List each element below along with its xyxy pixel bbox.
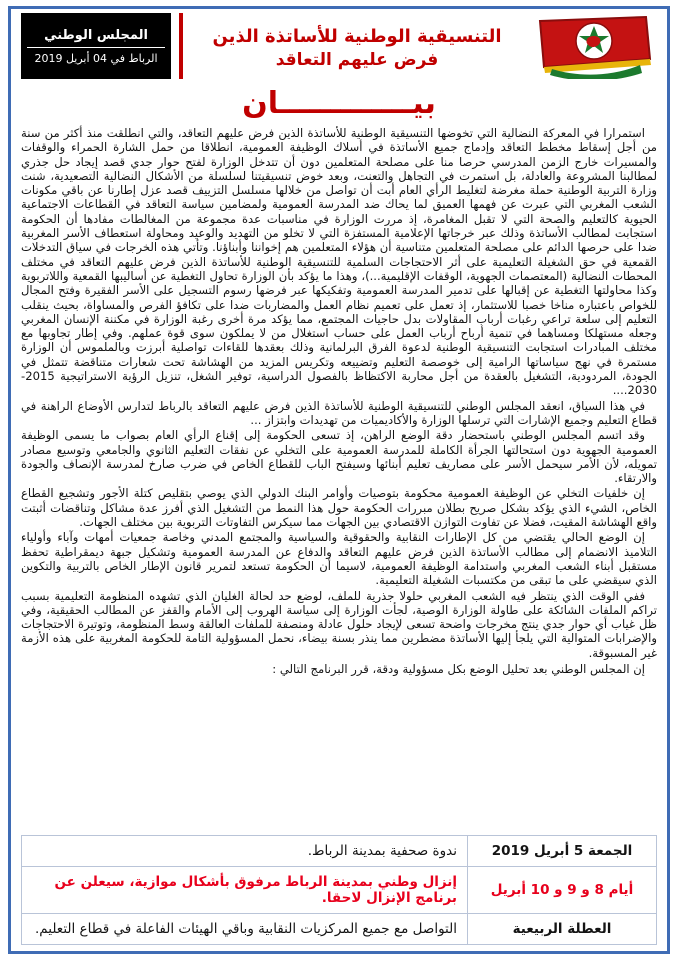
council-box — [21, 13, 171, 79]
organization-title-line2: فرض عليهم التعاقد — [275, 50, 439, 71]
document-header — [21, 13, 657, 79]
program-row — [22, 867, 657, 914]
body-paragraph: إن خلفيات التخلي عن الوظيفة العمومية محكومة بتوصيات وأوامر البنك الدولي الذي يوصي بتقليص كتلة الأجور وتشجيع القطاع الخاص، الشيء الذي يؤكد بشكل صريح بطلان مبررات الحكومة حول هذا النمط من التشغيل الذي أفرز عدة مشاكل وتناقضات أثبتت واقع الهشاشة المقيت، فضلا عن تفاوت التوازن الاقتصادي بين الجهات مما سيكرس التفاوتات التربوية بين مختلف الجهات. — [21, 486, 657, 530]
council-name: المجلس الوطني — [44, 27, 148, 43]
council-date: الرباط في 04 أبريل 2019 — [34, 51, 158, 65]
program-row — [22, 836, 657, 867]
program-event-cell: ندوة صحفية بمدينة الرباط. — [22, 836, 468, 867]
program-event-cell: التواصل مع جميع المركزيات النقابية وباقي الهيئات الفاعلة في قطاع التعليم. — [22, 914, 468, 945]
organization-title-line1: التنسيقية الوطنية للأساتذة الذين — [212, 25, 502, 47]
body-paragraph: إن الوضع الحالي يقتضي من كل الإطارات النقابية والحقوقية والسياسية والمجتمع المدني وخاصة جمعيات أمهات وآباء وأولياء التلاميذ الانضمام إلى مطالب الأساتذة الذين فرض عليهم التعاقد والدفاع عن المدرسة العمومية وتشكيل جبهة ديمقراطية تحفظ مستقبل أبناء الشعب المغربي واستدامة الوظيفة العمومية، لاسيما أن الحكومة تستعد لتمرير قانون الإطار الخاص بالتربية والتكوين الذي سيقضي على ما تبقى من مكتسبات الشغيلة التعليمية. — [21, 530, 657, 588]
emblem-icon — [532, 15, 654, 79]
organization-logo — [529, 13, 657, 79]
body-paragraph: في هذا السياق، انعقد المجلس الوطني للتنسيقية الوطنية للأساتذة الذين فرض عليهم التعاقد بالرباط لتدارس الأوضاع الراهنة في قطاع التعليم وجميع الإشارات التي ترسلها الوزارة والأكاديميات من تهديدات وابتزاز ... — [21, 398, 657, 427]
body-paragraph: ففي الوقت الذي ينتظر فيه الشعب المغربي حلولا جذرية للملف، لوضع حد لحالة الغليان الذي تشهده المنظومة التعليمية بسبب تراكم الملفات الشائكة على طاولة الوزارة الوصية، لجأت الوزارة إلى سياسة الهروب إلى الأمام والقفز عن المطالب الحقيقية، وفي ظل غياب أي حوار جدي ينتج مخرجات واضحة تسعى لإيجاد حلول عادلة ومنصفة للملفات العالقة وسط المنظومة، وتوتيرة الاحتجاجات والإضرابات المتوالية التي يلجأ إليها الأساتذة مضطرين مما ينذر بسنة بيضاء، نحمل المسؤولية التامة للحكومة المغربية على هذه الأزمة غير المسبوقة. — [21, 588, 657, 660]
statement-title: بيـــــــــــــان — [242, 86, 436, 121]
program-event-cell: إنزال وطني بمدينة الرباط مرفوق بأشكال موازية، سيعلن عن برنامج الإنزال لاحقا. — [22, 867, 468, 914]
blue-page-frame — [8, 6, 670, 954]
body-paragraph: استمرارا في المعركة النضالية التي تخوضها التنسيقية الوطنية للأساتذة الذين فرض عليهم التعاقد، والتي انطلقت منذ أكثر من سنة من أجل إسقاط مخطط التعاقد وإدماج جميع الأساتذة في أسلاك الوظيفة العمومية، انطلاقا من حمل الشارة الحمراء والوقفات والمسيرات خارج الزمن المدرسي حرصا منا على مصلحة المتعلمين دون أن تتدخل الوزارة لفتح حوار جدي قصد إيجاد حل جذري لمطالبنا المشروعة والعادلة، بل استمرت في التجاهل والتعنت، وبعد خوض تنسيقيتنا لسلسلة من الأشكال النضالية التصعيدية، شنت وزارة التربية الوطنية حملة مغرضة لتغليط الرأي العام أبت أن تواصل من خلالها مسلسل التزييف قصد عزل إطارنا عن باقي مكونات الشعب المغربي التي عبرت عن فهمها العميق لما يحاك ضد المدرسة العمومية ولمضامين سياسة التعاقد في القطاعات الاجتماعية الحيوية كالتعليم والصحة التي لا تقبل المغامرة، إذ مررت الوزارة في مناسبات عدة مجموعة من المغالطات مفادها أن الحكومة استجابت لمطالب الأساتذة وذلك عبر خرجاتها الإعلامية المستفزة التي لا تخلو من التهديد والوعيد ومحاولة استعطاف الأسر المغربية ضدا على حرصها الدائم على مصلحة المتعلمين متناسية أن هؤلاء المتعلمين هم إخواننا وأبناؤنا. وتأتي هذه الخرجات في سياق التدخلات القمعية في حق الشغيلة التعليمية على أثر الاحتجاجات السلمية للتنسيقية الوطنية للأساتذة الذين فرض عليهم التعاقد في مختلف المحطات النضالية (المعتصمات الجهوية، الوقفات الإقليمية...)، وهذا ما يؤكد بأن الوزارة تحاول التغطية عن أساليبها القمعية واللاتربوية وكذا محاولتها التغطية عن إقبالها على تدمير المدرسة العمومية وتفكيكها عبر فرضها رسوم التسجيل على الأسر الفقيرة وفتح المجال للخواص باعتباره مناخا خصبا للاستثمار، إذ تعمل على تعميم نظام العمل والمضاربات ضدا على تكافؤ الفرص والمساواة، بحيث ينقلب التعليم إلى سلعة تراعي رغبات أرباب المقاولات بدل حاجيات المجتمع، مما يؤكد مرة أخرى رغبة الوزارة في مكننة الإنسان المغربي وجعله مستهلكا ومساهما في تنمية أرباح أرباب العمل على حساب استغلال من لا يملكون سوى قوة عملهم. وفي إطار تجاوبها مع مختلف المبادرات استجابت التنسيقية الوطنية لدعوة الفرق البرلمانية وذلك بعقدها للقاءات تواصلية أبرزت وبالملموس أن الوزارة مستمرة في نهج سياساتها الرامية إلى خوصصة التعليم وتضييعه وتكريس المزيد من الهشاشة تحت شعارات متناقضة تتمثل في الجودة، المردودية، التشغيل بالعقدة من أجل محاربة الاكتظاظ بالفصول الدراسية، توفير الشغل، تنزيل الرؤية الاستراتيجية 2015-2030.... — [21, 126, 657, 398]
body-paragraph: وقد اتسم المجلس الوطني باستحضار دقة الوضع الراهن، إذ تسعى الحكومة إلى إقناع الرأي العام بصواب ما يسمى الوظيفة العمومية الجهوية دون استحالتها الجرأة الكاملة للمدرسة العمومية على التخلي عن نفقات التعليم الثانوي والجامعي وتوسيع مصادر تمويله، لأن الأمر سيحمل الأسر على مصاريف تعليم أبنائها وسيفتح الباب للقطاع الخاص في ضرب صارخ لمدرسة الإنصاف والجودة والارتقاء. — [21, 428, 657, 486]
header-red-divider — [179, 13, 183, 79]
program-date-cell: الجمعة 5 أبريل 2019 — [468, 836, 657, 867]
statement-body — [21, 126, 657, 829]
program-date-cell: أيام 8 و 9 و 10 أبريل — [468, 867, 657, 914]
program-intro: إن المجلس الوطني بعد تحليل الوضع بكل مسؤولية ودقة، قرر البرنامج التالي : — [272, 661, 645, 676]
organization-title — [191, 13, 523, 79]
program-table — [21, 835, 657, 945]
program-row — [22, 914, 657, 945]
program-date-cell: العطلة الربيعية — [468, 914, 657, 945]
